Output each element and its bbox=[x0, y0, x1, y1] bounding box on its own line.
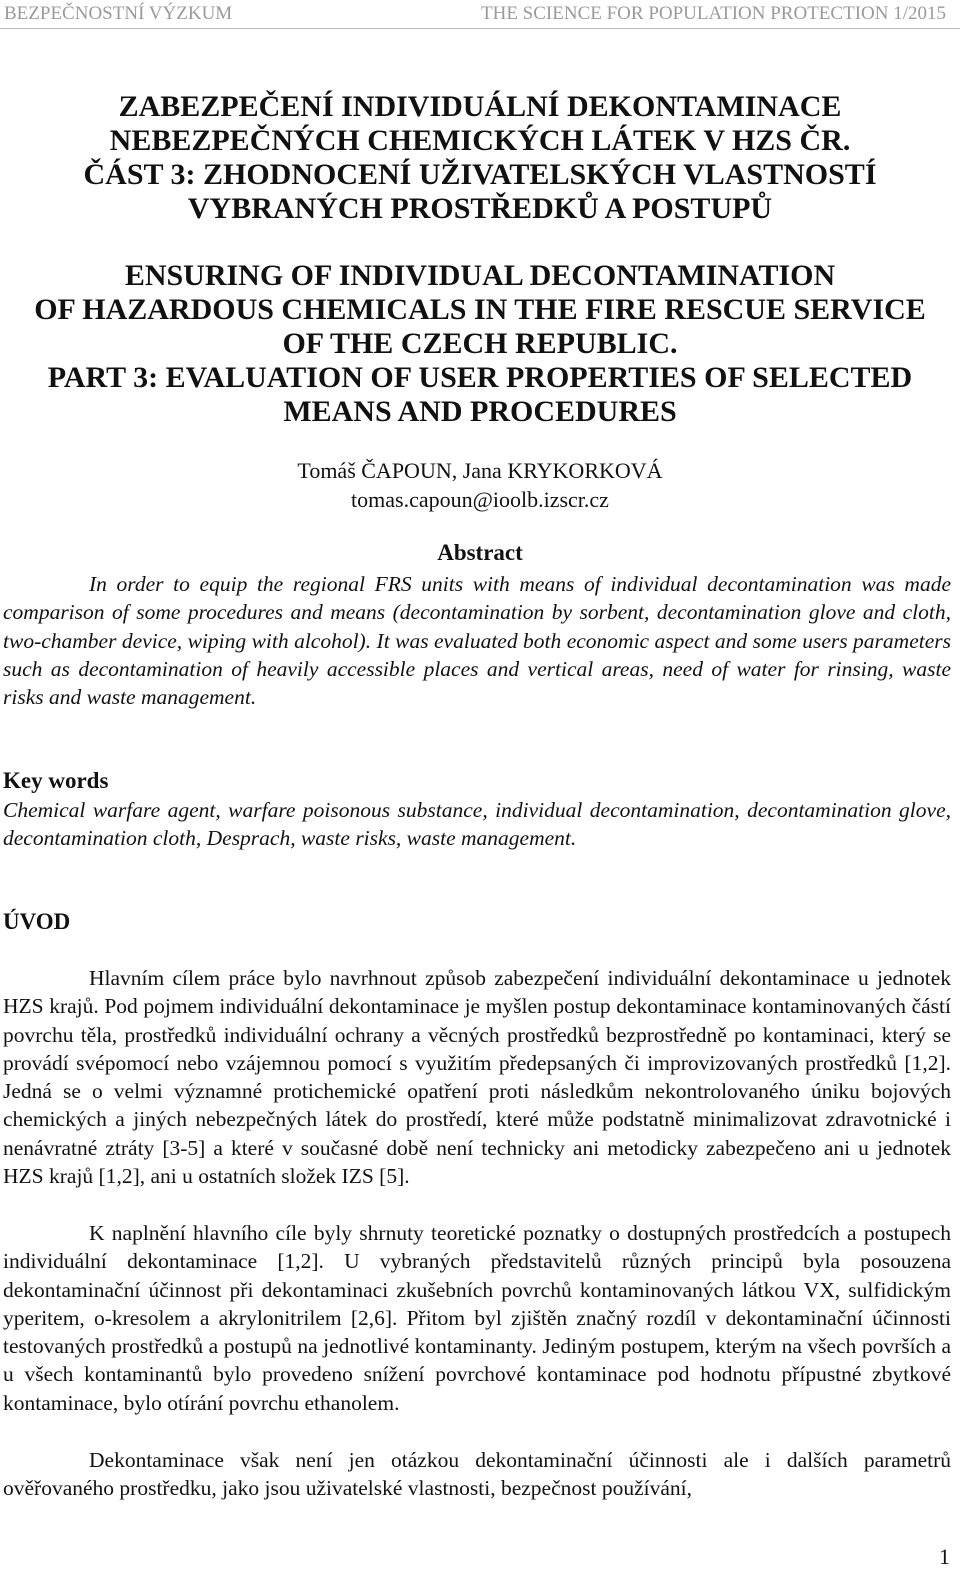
title-en-line: PART 3: EVALUATION OF USER PROPERTIES OF SELECTED bbox=[47, 361, 913, 394]
author-block bbox=[0, 456, 960, 514]
title-en-line: OF THE CZECH REPUBLIC. bbox=[282, 327, 678, 360]
abstract-heading: Abstract bbox=[437, 540, 523, 565]
body-paragraph: Dekontaminace však není jen otázkou dekontaminační účinnosti ale i dalších parametrů ověřovaného prostředku, jako jsou uživatelské vlastnosti, bezpečnost používání, bbox=[3, 1448, 951, 1501]
body-paragraph: Hlavním cílem práce bylo navrhnout způsob zabezpečení individuální dekontaminace u jednotek HZS krajů. Pod pojmem individuální dekontaminace je myšlen postup dekontaminace kontaminovaných částí povrchu těla, prostředků individuální ochrany a věcných prostředků bezprostředně po kontaminaci, který se provádí svépomocí nebo vzájemnou pomocí s využitím předepsaných či improvizovaných prostředků [1,2]. Jedná se o velmi významné protichemické opatření proti následkům nekontrolovaného úniku bojových chemických a jiných nebezpečných látek do prostředí, které může podstatně minimalizovat zdravotnické i nenávratné ztráty [3-5] a které v současné době není technicky ani metodicky zabezpečeno ani u jednotek HZS krajů [1,2], ani u ostatních složek IZS [5]. bbox=[3, 966, 951, 1189]
title-cz-line: ČÁST 3: ZHODNOCENÍ UŽIVATELSKÝCH VLASTNOSTÍ bbox=[83, 158, 877, 191]
title-czech bbox=[0, 90, 960, 226]
title-cz-line: VYBRANÝCH PROSTŘEDKŮ A POSTUPŮ bbox=[187, 192, 773, 225]
title-cz-line: ZABEZPEČENÍ INDIVIDUÁLNÍ DEKONTAMINACE bbox=[118, 90, 842, 123]
header-journal-cz: BEZPEČNOSTNÍ VÝZKUM bbox=[4, 3, 233, 24]
title-en-line: MEANS AND PROCEDURES bbox=[283, 395, 677, 428]
abstract-text: In order to equip the regional FRS units with means of individual decontamination was made comparison of some procedures and means (decontamination by sorbent, decontamination glove and cloth, two-chamber device, wiping with alcohol). It was evaluated both economic aspect and some users parameters such as decontamination of heavily accessible places and vertical areas, need of water for rinsing, waste risks and waste management. bbox=[3, 572, 951, 710]
keywords-text: Chemical warfare agent, warfare poisonous substance, individual decontamination, decontamination glove, decontamination cloth, Desprach, waste risks, waste management. bbox=[3, 798, 951, 851]
author-names: Tomáš ČAPOUN, Jana KRYKORKOVÁ bbox=[297, 458, 663, 483]
title-english bbox=[0, 259, 960, 429]
section-heading-uvod: ÚVOD bbox=[3, 909, 71, 934]
running-header bbox=[0, 0, 960, 29]
author-email[interactable]: tomas.capoun@ioolb.izscr.cz bbox=[351, 487, 609, 512]
body-paragraph: K naplnění hlavního cíle byly shrnuty teoretické poznatky o dostupných prostředcích a postupech individuální dekontaminace [1,2]. U vybraných představitelů různých principů byla posouzena dekontaminační účinnost při dekontaminaci zkušebních povrchů kontaminovaných látkou VX, sulfidickým yperitem, o-kresolem a akrylonitrilem [2,6]. Přitom byl zjištěn značný rozdíl v dekontaminační účinnosti testovaných prostředků a postupů na jednotlivé kontaminanty. Jediným postupem, kterým na všech površích a u všech kontaminantů bylo provedeno snížení povrchové kontaminace pod hodnotu přípustné zbytkové kontaminace, bylo otírání povrchu ethanolem. bbox=[3, 1221, 951, 1415]
title-en-line: OF HAZARDOUS CHEMICALS IN THE FIRE RESCUE SERVICE bbox=[34, 293, 926, 326]
title-cz-line: NEBEZPEČNÝCH CHEMICKÝCH LÁTEK V HZS ČR. bbox=[109, 124, 851, 157]
title-en-line: ENSURING OF INDIVIDUAL DECONTAMINATION bbox=[124, 259, 836, 292]
keywords-heading: Key words bbox=[3, 768, 109, 793]
header-journal-en: THE SCIENCE FOR POPULATION PROTECTION 1/2015 bbox=[481, 3, 946, 24]
page-number: 1 bbox=[939, 1544, 950, 1569]
